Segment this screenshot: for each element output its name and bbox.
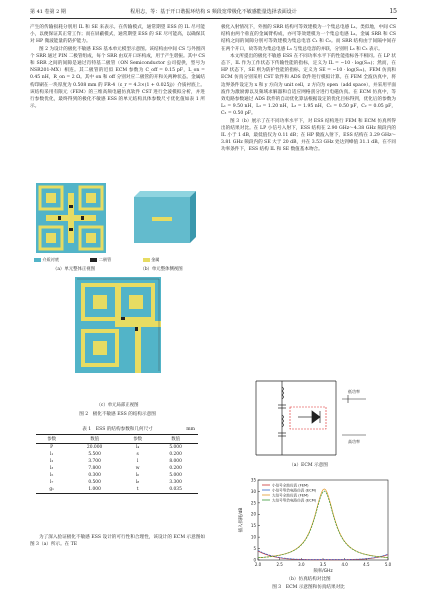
table-row [36, 443, 198, 451]
subcaption-3b: （b）仿真结构对比图 [286, 577, 331, 582]
table-cell: 0.300 [88, 472, 101, 478]
legend-label: 二极管 [98, 257, 112, 262]
table-cell: l [136, 458, 139, 464]
x-tick-label: 4.5 [363, 562, 370, 567]
table-cell: P [50, 444, 54, 450]
column-header: 数值 [153, 435, 198, 444]
x-tick-label: 4.0 [341, 562, 348, 567]
x-tick-label: 2.0 [254, 562, 262, 567]
table-1-caption: 表 1 ESS 的结构参数和几何尺寸 [82, 427, 153, 432]
figure-legend [34, 256, 201, 264]
simulation-comparison-chart [236, 470, 396, 578]
table-cell: l₅ [50, 472, 54, 478]
subcaption-c: （c）单元局部正视图 [96, 403, 139, 408]
figure-3-caption: 图 3 ECM 示意图和仿真结果对比 [272, 585, 345, 590]
left-column [30, 24, 205, 110]
unit-cell-local-view [75, 277, 161, 373]
table-cell: 8.000 [169, 458, 182, 464]
table-cell: g₁ [36, 486, 67, 494]
table-cell: l₁ [50, 451, 54, 457]
y-tick-label: 20 [250, 511, 256, 517]
table-header-row [36, 435, 198, 444]
column-header: 参数 [36, 435, 67, 444]
paragraph: 图 3（b）展示了在不同功率水平下，对 ESS 结构进行 FEM 和 ECM 仿真所得出的结果对比。在 LP 小信号入射下，ESS 结构在 2.90 GHz～4.38 GHz 频段内的 IL 小于 1 dB，最低值仅为 0.11 dB；在 HP 微波入射下，ESS 结构在 3.29 GHz～3.81 GHz 频段内的 SE 大于 20 dB，并在 3.53 GHz 处达到峰值 31.1 dB。在不同功率条件下，ESS 结构 IL 和 SE 数值基本吻合。 [221, 118, 396, 153]
table-cell: 3.700 [88, 458, 101, 464]
legend-label: 小信号全波仿真 (FEM) [272, 483, 309, 488]
table-cell: 0.200 [169, 465, 182, 471]
table-cell: l₇ [50, 480, 54, 486]
high-power-label: 高功率 [348, 439, 360, 444]
table-cell: w [135, 465, 140, 471]
journal-volume: 第 41 卷第 2 期 [30, 9, 66, 15]
table-cell: 1.000 [67, 486, 122, 494]
table-cell: 3.300 [169, 480, 182, 486]
x-axis-label: 频率/GHz [313, 569, 333, 574]
table-1 [36, 434, 198, 494]
left-column-bottom [30, 534, 205, 548]
x-tick-label: 2.5 [276, 562, 283, 567]
table-cell: l₈ [136, 480, 140, 486]
table-1-caption-row [30, 426, 205, 433]
substrate-swatch [34, 258, 41, 262]
table-cell: 5.000 [169, 444, 182, 450]
legend-label: 大信号全波仿真 (FEM) [272, 493, 309, 498]
subcaption-b: （b）单元整体侧视图 [140, 267, 183, 272]
table-cell: 20.000 [86, 444, 103, 450]
table-cell: 7.800 [88, 465, 101, 471]
table-row [36, 451, 198, 458]
legend-label: 大信号等效电路仿真 (ECM) [272, 498, 317, 503]
table-row [36, 486, 198, 494]
running-header [30, 6, 397, 18]
ecm-circuit-diagram [238, 377, 388, 459]
metal-swatch [143, 258, 150, 262]
table-row [36, 465, 198, 472]
table-cell: s [136, 451, 139, 457]
table-cell: l₂ [50, 458, 54, 464]
table-cell: 5.000 [169, 472, 182, 478]
paragraph: 图 2 为设计的极化不敏感 ESS 基本单元模型示意图。该结构由中间 CS 与外围四个 SRR 通过 PIN 二极管组成，每个 SRR 由双开口环构成，用于产生谐振。其中 CS 和 SRR 之间的间隙是通过肖特基二极管（ON Semiconductor 公司提供，型号为 NSR201-MX）相连。其二极管的近似 ECM 参数为 C_off = 0.15 pF，L_on = 0.45 nH，R_on = 2 Ω。其中 on 和 off 分别对应二极管的开和关两种状态。金属结构印刷在一块厚度为 0.508 mm 的 FR-4（ε_r = 4.3×(1 + 0.025j)）介质衬底上。该结构采用有限元（FEM）的三维高频电磁仿真软件 CST 进行全波模拟分析，并进行参数优化，最终得到的极化不敏感 ESS 的单元结构具体参数尺寸优化值如表 1 所示。 [30, 46, 205, 110]
table-cell: 0.500 [88, 480, 101, 486]
paragraph: 为了深入验证极化不敏感 ESS 设计的可行性和合理性，该设计的 ECM 示意图如图 3（a）所示。在 TE [30, 535, 205, 548]
x-tick-label: 3.5 [319, 562, 327, 567]
low-power-label: 低功率 [348, 389, 360, 394]
paragraph: 本文所提出的极化不敏感 ESS 在不同功率水平下的性能指标各不相同。在 LP 状态下，IL 作为工作状态下传输性能的指标，定义为 IL = −10 · log(S₂₁)；然而，在 HP 状态下，SE 则为防护性能的指标，定义为 SE = −10 · log(S₂₁)。FEM 仿真和 ECM 仿真分别采用 CST 软件和 ADS 软件进行模拟计算。在 FEM 全波仿真中，将边界条件设定为 x 和 y 方向为 unit cell，z 方向为 open（add space），并采用平面波作为激励源以及频域求解器和自适应网格剖分进行电磁仿真。在 ECM 仿真中，等效电路参数通过 ADS 软件的自动优化算法根据设定的优化目标得到，优化后的参数为 L₁ = 9.50 nH，L₂ = 1.20 nH，L₃ = 1.95 nH，C₁ = 0.50 pF，C₂ = 0.05 pF，C₃ = 0.50 pF。 [221, 53, 396, 117]
table-cell: l₄ [136, 444, 140, 450]
running-title: 程用志，等：基于开口谐振环结构 S 频段宽带极化不敏感能量选择表面设计 [130, 9, 297, 15]
table-1-unit: mm [186, 427, 195, 432]
column-header: 参数 [122, 435, 153, 444]
table-cell: 0.035 [153, 486, 198, 494]
right-column [221, 24, 396, 154]
y-tick-label: 15 [250, 523, 256, 529]
y-tick-label: 25 [250, 500, 256, 506]
column-header: 数值 [67, 435, 122, 444]
legend-label: 介质衬底 [42, 257, 60, 262]
x-tick-label: 3.0 [298, 562, 305, 567]
table-row [36, 458, 198, 465]
y-axis-label: 插入损耗/dB [239, 507, 244, 533]
subcaption-a: （a）单元整体正视图 [52, 267, 96, 272]
table-row [36, 472, 198, 479]
x-tick-label: 5.0 [384, 562, 392, 567]
subcaption-3a: （a）ECM 示意图 [289, 463, 328, 468]
y-tick-label: 0 [253, 557, 256, 563]
table-cell: l₃ [50, 465, 54, 471]
diode-swatch [90, 258, 97, 262]
figure-2 [30, 181, 205, 421]
header-rule [30, 18, 397, 19]
unit-cell-front-view [36, 183, 106, 253]
y-tick-label: 5 [253, 545, 256, 551]
y-tick-label: 35 [250, 477, 256, 483]
legend-label: 金属 [151, 257, 160, 262]
paragraph: 产生的传输损耗分别用 IL 和 SE 来表示。在传输模式，通常期望 ESS 的 IL 尽可能小，以便保证其正常工作；而在屏蔽模式，通常期望 ESS 的 SE 尽可能高，以确保其对 HP 微波能量的防护能力。 [30, 25, 205, 45]
table-cell: l₆ [136, 472, 140, 478]
y-tick-label: 10 [250, 534, 256, 540]
legend-label: 小信号等效电路仿真 (ECM) [272, 488, 317, 493]
table-cell: 0.200 [169, 451, 182, 457]
y-tick-label: 30 [250, 488, 256, 494]
table-cell: 5.500 [88, 451, 101, 457]
figure-2-caption: 图 2 极化不敏感 ESS 的结构示意图 [79, 412, 156, 417]
table-row [36, 479, 198, 486]
table-cell: t [122, 486, 153, 494]
paragraph: 极化入射情况下，外围的 SRR 结构可等效建模为一个集总电感 L₁。类似地，中间 CS 结构由两个垂直的金属臂构成，亦可等效建模为一个集总电感 L₂。金属 SRR 和 CS 结构之间的间隙分别可等效建模为集总电容 C₁ 和 C₂。而 SRR 结构由于间隔中间存在两个开口，故等效为集总电感 L₃ 与集总电容的并联，分别用 L₃ 和 C₃ 表示。 [221, 25, 396, 52]
unit-cell-side-view [126, 189, 198, 249]
page-number: 15 [389, 8, 397, 15]
